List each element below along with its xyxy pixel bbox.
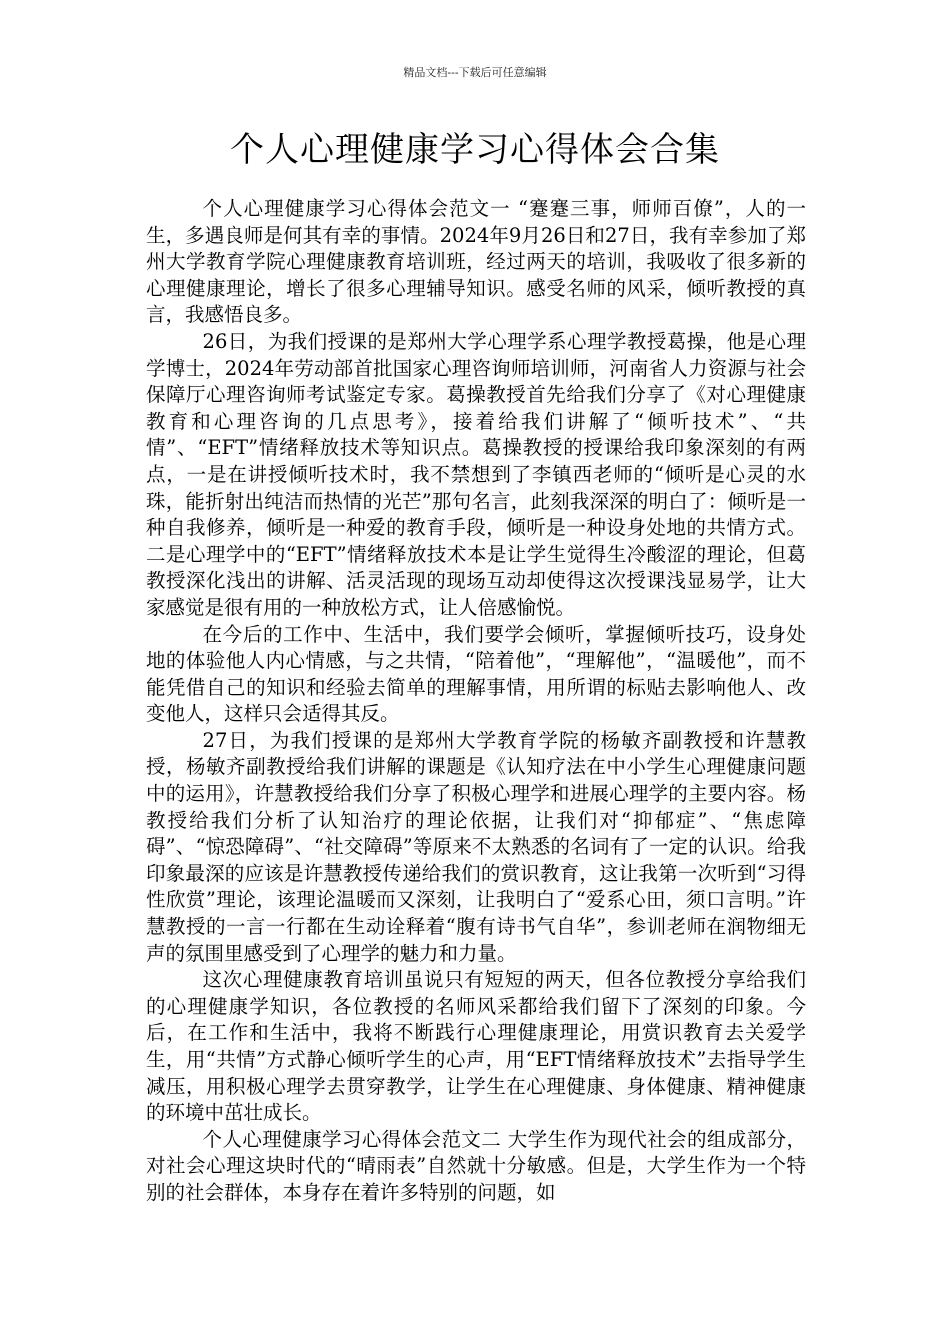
paragraph: 个人心理健康学习心得体会范文一 “蹇蹇三事，师师百僚”，人的一生，多遇良师是何其有幸的事情。2024年9月26日和27日，我有幸参加了郑州大学教育学院心理健康教育培训班，经过两天的培训，我吸收了很多新的心理健康理论，增长了很多心理辅导知识。感受名师的风采，倾听教授的真言，我感悟良多。	[146, 197, 806, 327]
header-note: 精品文档---下载后可任意编辑	[403, 66, 547, 79]
paragraph: 在今后的工作中、生活中，我们要学会倾听，掌握倾听技巧，设身处地的体验他人内心情感，与之共情，“陪着他”，“理解他”，“温暖他”，而不能凭借自己的知识和经验去简单的理解事情，用所谓的标贴去影响他人、改变他人，这样只会适得其反。	[146, 622, 806, 726]
paragraph: 个人心理健康学习心得体会范文二 大学生作为现代社会的组成部分，对社会心理这块时代的“晴雨表”自然就十分敏感。但是，大学生作为一个特别的社会群体，本身存在着许多特别的问题，如	[146, 1127, 806, 1204]
document-title: 个人心理健康学习心得体会合集	[230, 130, 720, 170]
paragraph: 27日，为我们授课的是郑州大学教育学院的杨敏齐副教授和许慧教授，杨敏齐副教授给我们讲解的课题是《认知疗法在中小学生心理健康问题中的运用》，许慧教授给我们分享了积极心理学和进展心理学的主要内容。杨教授给我们分析了认知治疗的理论依据，让我们对“抑郁症”、“焦虑障碍”、“惊恐障碍”、“社交障碍”等原来不太熟悉的名词有了一定的认识。给我印象最深的应该是许慧教授传递给我们的赏识教育，这让我第一次听到“习得性欣赏”理论，该理论温暖而又深刻，让我明白了“爱系心田，须口言明。”许慧教授的一言一行都在生动诠释着“腹有诗书气自华”，参训老师在润物细无声的氛围里感受到了心理学的魅力和力量。	[146, 728, 806, 965]
document-body	[146, 196, 806, 1207]
paragraph: 这次心理健康教育培训虽说只有短短的两天，但各位教授分享给我们的心理健康学知识，各位教授的名师风采都给我们留下了深刻的印象。今后，在工作和生活中，我将不断践行心理健康理论，用赏识教育去关爱学生，用“共情”方式静心倾听学生的心声，用“EFT情绪释放技术”去指导学生减压，用积极心理学去贯穿教学，让学生在心理健康、身体健康、精神健康的环境中茁壮成长。	[146, 968, 806, 1125]
paragraph: 26日，为我们授课的是郑州大学心理学系心理学教授葛操，他是心理学博士，2024年劳动部首批国家心理咨询师培训师，河南省人力资源与社会保障厅心理咨询师考试鉴定专家。葛操教授首先给我们分享了《对心理健康教育和心理咨询的几点思考》，接着给我们讲解了“倾听技术”、“共情”、“EFT”情绪释放技术等知识点。葛操教授的授课给我印象深刻的有两点，一是在讲授倾听技术时，我不禁想到了李镇西老师的“倾听是心灵的水珠，能折射出纯洁而热情的光芒”那句名言，此刻我深深的明白了：倾听是一种自我修养，倾听是一种爱的教育手段，倾听是一种设身处地的共情方式。二是心理学中的“EFT”情绪释放技术本是让学生觉得生冷酸涩的理论，但葛教授深化浅出的讲解、活灵活现的现场互动却使得这次授课浅显易学，让大家感觉是很有用的一种放松方式，让人倍感愉悦。	[146, 329, 806, 619]
